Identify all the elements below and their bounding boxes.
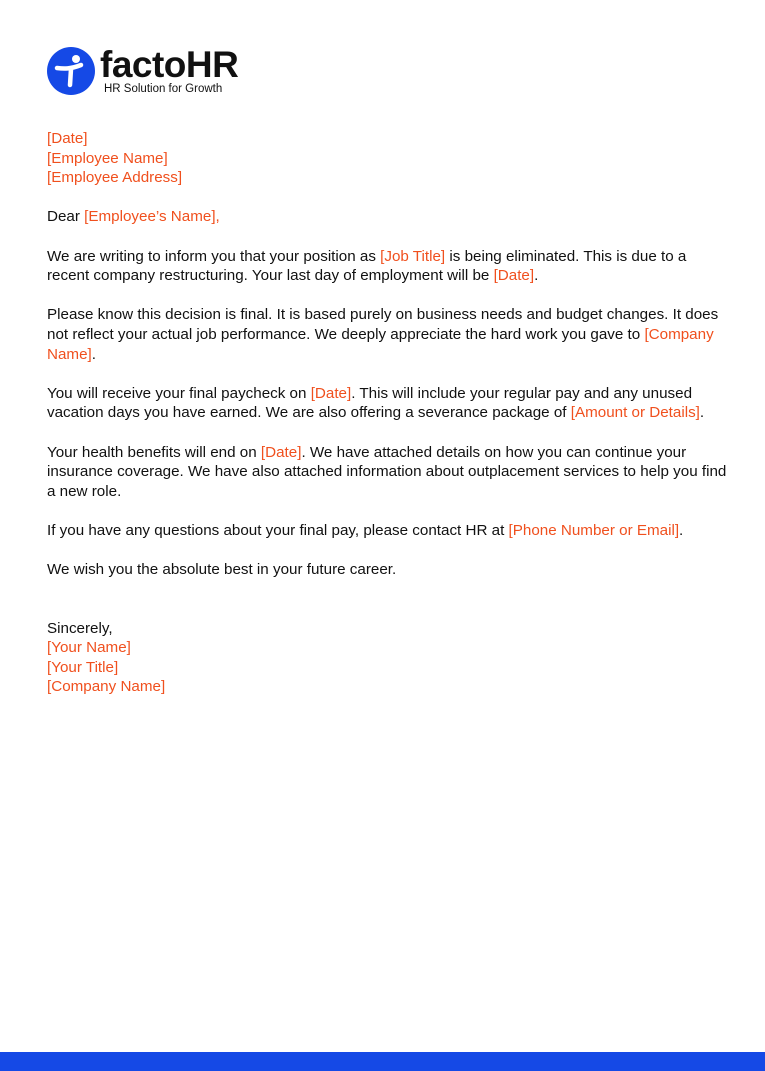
salutation-name-placeholder: [Employee’s Name], (84, 208, 220, 226)
text-run: We are writing to inform you that your position as (47, 247, 381, 265)
person-figure-icon (47, 47, 95, 95)
letter-body (47, 129, 727, 697)
severance-amount-placeholder: [Amount or Details] (570, 404, 700, 422)
benefits-end-date-placeholder: [Date] (260, 443, 302, 461)
paragraph-health-benefits (47, 443, 727, 502)
paragraph-decision-final (47, 305, 727, 364)
paragraph-final-paycheck (47, 384, 727, 423)
paycheck-date-placeholder: [Date] (310, 384, 352, 402)
paragraph-best-wishes: We wish you the absolute best in your future career. (47, 561, 397, 579)
salutation (47, 207, 727, 227)
your-name-placeholder: [Your Name] (47, 639, 131, 657)
signature-block (47, 619, 727, 697)
footer-bar (0, 1052, 765, 1071)
signature-company-placeholder: [Company Name] (47, 678, 166, 696)
text-run: You will receive your final paycheck on (47, 384, 311, 402)
last-day-placeholder: [Date] (493, 267, 535, 285)
text-run: . (699, 404, 705, 422)
text-run: . (91, 345, 96, 363)
employee-name-placeholder: [Employee Name] (47, 149, 168, 167)
paragraph-contact-hr (47, 521, 727, 541)
company-name-placeholder: [Company Name] (47, 325, 714, 363)
text-run: . (679, 521, 684, 539)
text-run: Your health benefits will end on (47, 443, 261, 461)
job-title-placeholder: [Job Title] (380, 247, 446, 265)
brand-name: factoHR (100, 44, 239, 85)
text-run: . (534, 267, 539, 285)
salutation-text: Dear (47, 208, 85, 226)
text-run: . We have attached details on how you can continue your insurance coverage. We have also attached information about outplacement services to help you find a new role. (47, 443, 727, 500)
text-run: . This will include your regular pay and any unused vacation days you have earned. We are also offering a severance package of (47, 384, 693, 422)
hr-contact-placeholder: [Phone Number or Email] (508, 521, 680, 539)
text-run: Please know this decision is final. It is based purely on business needs and budget changes. It does not reflect your actual job performance. We deeply appreciate the hard work you gave to (47, 306, 719, 343)
sign-off: Sincerely, (47, 619, 113, 637)
text-run: If you have any questions about your final pay, please contact HR at (47, 521, 509, 539)
paragraph-position-eliminated (47, 247, 727, 286)
brand-tagline: HR Solution for Growth (104, 83, 223, 95)
date-placeholder: [Date] (47, 130, 88, 147)
your-title-placeholder: [Your Title] (47, 658, 119, 676)
employee-address-placeholder: [Employee Address] (47, 169, 183, 187)
recipient-block (47, 129, 727, 188)
factohr-logo (47, 46, 247, 98)
text-run: is being eliminated. This is due to a recent company restructuring. Your last day of employment will be (47, 247, 687, 285)
